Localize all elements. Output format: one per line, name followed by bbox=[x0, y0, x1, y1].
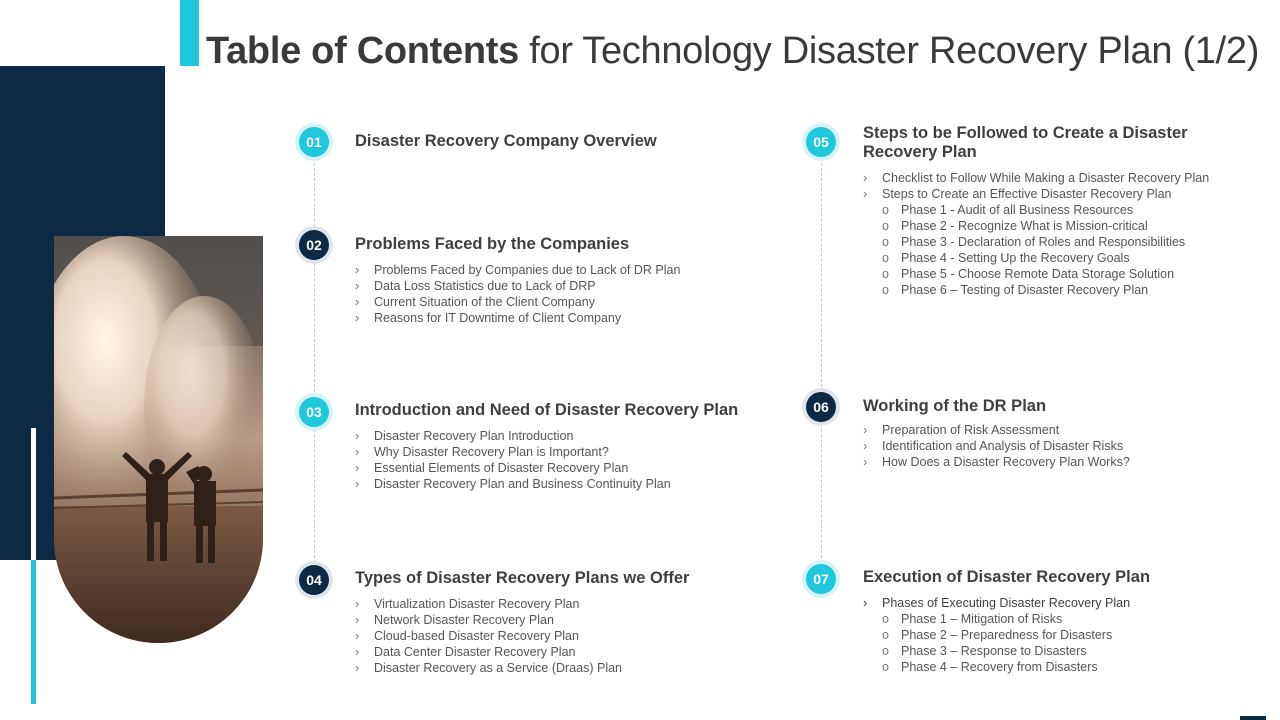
list-item[interactable] bbox=[355, 310, 680, 326]
sub-list-item[interactable] bbox=[863, 202, 1223, 218]
list-item[interactable] bbox=[355, 428, 738, 444]
list-item[interactable] bbox=[863, 595, 1150, 611]
chevron-right-icon: › bbox=[355, 597, 360, 611]
sub-list-item[interactable] bbox=[863, 643, 1150, 659]
list-item[interactable] bbox=[355, 294, 680, 310]
section-number-03: 03 bbox=[299, 397, 329, 427]
section-04 bbox=[355, 569, 689, 676]
sub-list-item[interactable] bbox=[863, 627, 1150, 643]
chevron-right-icon: › bbox=[863, 187, 868, 201]
list-item[interactable] bbox=[355, 644, 689, 660]
section-03 bbox=[355, 401, 738, 492]
page-title bbox=[206, 30, 1259, 73]
section-items bbox=[863, 170, 1223, 298]
item-label: Phase 3 – Response to Disasters bbox=[901, 644, 1087, 658]
chevron-right-icon: › bbox=[355, 661, 360, 675]
list-item[interactable] bbox=[863, 422, 1130, 438]
section-number-01: 01 bbox=[299, 127, 329, 157]
item-label: Disaster Recovery Plan and Business Continuity Plan bbox=[374, 477, 671, 491]
list-item[interactable] bbox=[863, 170, 1223, 186]
item-label: Phase 3 - Declaration of Roles and Responsibilities bbox=[901, 235, 1186, 249]
item-label: Steps to Create an Effective Disaster Recovery Plan bbox=[882, 187, 1172, 201]
chevron-right-icon: › bbox=[355, 263, 360, 277]
circle-bullet-icon: o bbox=[882, 251, 889, 265]
section-items bbox=[355, 262, 680, 326]
circle-bullet-icon: o bbox=[882, 612, 889, 626]
chevron-right-icon: › bbox=[355, 477, 360, 491]
section-heading[interactable]: Execution of Disaster Recovery Plan bbox=[863, 568, 1151, 586]
title-accent-bar bbox=[180, 0, 199, 66]
section-number-06: 06 bbox=[806, 392, 836, 422]
item-label: Network Disaster Recovery Plan bbox=[374, 613, 554, 627]
item-label: Phase 1 - Audit of all Business Resources bbox=[901, 203, 1134, 217]
section-number-02: 02 bbox=[299, 230, 329, 260]
list-item[interactable] bbox=[355, 444, 738, 460]
section-02 bbox=[355, 235, 680, 326]
section-items bbox=[355, 428, 738, 492]
section-heading[interactable]: Disaster Recovery Company Overview bbox=[355, 132, 657, 150]
item-label: Reasons for IT Downtime of Client Company bbox=[374, 311, 622, 325]
sub-list-item[interactable] bbox=[863, 282, 1223, 298]
sub-list-item[interactable] bbox=[863, 250, 1223, 266]
section-heading[interactable]: Problems Faced by the Companies bbox=[355, 235, 630, 253]
list-item[interactable] bbox=[355, 660, 689, 676]
item-label: Phases of Executing Disaster Recovery Plan bbox=[882, 596, 1131, 610]
item-label: Problems Faced by Companies due to Lack of DR Plan bbox=[374, 263, 681, 277]
item-label: Phase 4 – Recovery from Disasters bbox=[901, 660, 1098, 674]
list-item[interactable] bbox=[355, 596, 689, 612]
chevron-right-icon: › bbox=[355, 461, 360, 475]
chevron-right-icon: › bbox=[355, 629, 360, 643]
section-heading[interactable]: Introduction and Need of Disaster Recovery Plan bbox=[355, 401, 739, 419]
chevron-right-icon: › bbox=[863, 439, 868, 453]
circle-bullet-icon: o bbox=[882, 660, 889, 674]
section-number-05: 05 bbox=[806, 127, 836, 157]
circle-bullet-icon: o bbox=[882, 267, 889, 281]
item-label: Data Center Disaster Recovery Plan bbox=[374, 645, 576, 659]
item-label: Current Situation of the Client Company bbox=[374, 295, 595, 309]
section-07 bbox=[863, 568, 1150, 675]
chevron-right-icon: › bbox=[355, 613, 360, 627]
fire-scene-image bbox=[54, 236, 263, 643]
section-06 bbox=[863, 397, 1130, 470]
circle-bullet-icon: o bbox=[882, 219, 889, 233]
slide-corner-mark bbox=[1240, 716, 1266, 720]
list-item[interactable] bbox=[355, 262, 680, 278]
list-item[interactable] bbox=[355, 476, 738, 492]
list-item[interactable] bbox=[863, 454, 1130, 470]
item-label: Phase 5 - Choose Remote Data Storage Solution bbox=[901, 267, 1175, 281]
item-label: Preparation of Risk Assessment bbox=[882, 423, 1060, 437]
section-heading[interactable]: Steps to be Followed to Create a Disaster Recovery Plan bbox=[863, 124, 1188, 161]
sub-list-item[interactable] bbox=[863, 234, 1223, 250]
list-item[interactable] bbox=[355, 460, 738, 476]
item-label: Phase 1 – Mitigation of Risks bbox=[901, 612, 1063, 626]
item-label: Disaster Recovery Plan Introduction bbox=[374, 429, 574, 443]
item-label: Disaster Recovery as a Service (Draas) Plan bbox=[374, 661, 622, 675]
section-number-04: 04 bbox=[299, 565, 329, 595]
list-item[interactable] bbox=[863, 438, 1130, 454]
item-label: Data Loss Statistics due to Lack of DRP bbox=[374, 279, 596, 293]
section-items bbox=[863, 595, 1150, 675]
circle-bullet-icon: o bbox=[882, 235, 889, 249]
item-label: Phase 2 – Preparedness for Disasters bbox=[901, 628, 1113, 642]
section-items bbox=[355, 596, 689, 676]
sub-list-item[interactable] bbox=[863, 611, 1150, 627]
section-heading[interactable]: Types of Disaster Recovery Plans we Offer bbox=[355, 569, 690, 587]
item-label: Why Disaster Recovery Plan is Important? bbox=[374, 445, 609, 459]
item-label: Phase 4 - Setting Up the Recovery Goals bbox=[901, 251, 1130, 265]
circle-bullet-icon: o bbox=[882, 644, 889, 658]
chevron-right-icon: › bbox=[863, 423, 868, 437]
section-05 bbox=[863, 124, 1223, 298]
right-timeline bbox=[821, 158, 822, 578]
page-title-rest: for Technology Disaster Recovery Plan (1/2) bbox=[529, 30, 1260, 72]
item-label: Phase 2 - Recognize What is Mission-critical bbox=[901, 219, 1148, 233]
section-heading[interactable]: Working of the DR Plan bbox=[863, 397, 1047, 415]
section-01 bbox=[355, 132, 657, 151]
page-title-bold: Table of Contents bbox=[206, 30, 519, 72]
left-timeline bbox=[314, 158, 315, 578]
chevron-right-icon: › bbox=[863, 596, 868, 610]
chevron-right-icon: › bbox=[355, 429, 360, 443]
chevron-right-icon: › bbox=[355, 445, 360, 459]
list-item[interactable] bbox=[355, 612, 689, 628]
item-label: Essential Elements of Disaster Recovery Plan bbox=[374, 461, 629, 475]
item-label: How Does a Disaster Recovery Plan Works? bbox=[882, 455, 1130, 469]
item-label: Cloud-based Disaster Recovery Plan bbox=[374, 629, 579, 643]
list-item[interactable] bbox=[863, 186, 1223, 202]
chevron-right-icon: › bbox=[355, 295, 360, 309]
chevron-right-icon: › bbox=[863, 171, 868, 185]
sub-list-item[interactable] bbox=[863, 218, 1223, 234]
circle-bullet-icon: o bbox=[882, 203, 889, 217]
decorative-white-line bbox=[31, 428, 36, 560]
chevron-right-icon: › bbox=[355, 279, 360, 293]
sub-list-item[interactable] bbox=[863, 659, 1150, 675]
item-label: Identification and Analysis of Disaster Risks bbox=[882, 439, 1124, 453]
list-item[interactable] bbox=[355, 278, 680, 294]
list-item[interactable] bbox=[355, 628, 689, 644]
section-number-07: 07 bbox=[806, 564, 836, 594]
chevron-right-icon: › bbox=[355, 645, 360, 659]
chevron-right-icon: › bbox=[355, 311, 360, 325]
section-items bbox=[863, 422, 1130, 470]
sub-list-item[interactable] bbox=[863, 266, 1223, 282]
item-label: Checklist to Follow While Making a Disaster Recovery Plan bbox=[882, 171, 1210, 185]
chevron-right-icon: › bbox=[863, 455, 868, 469]
circle-bullet-icon: o bbox=[882, 628, 889, 642]
fire-scene-illustration bbox=[54, 236, 263, 643]
circle-bullet-icon: o bbox=[882, 283, 889, 297]
item-label: Virtualization Disaster Recovery Plan bbox=[374, 597, 580, 611]
item-label: Phase 6 – Testing of Disaster Recovery Plan bbox=[901, 283, 1149, 297]
